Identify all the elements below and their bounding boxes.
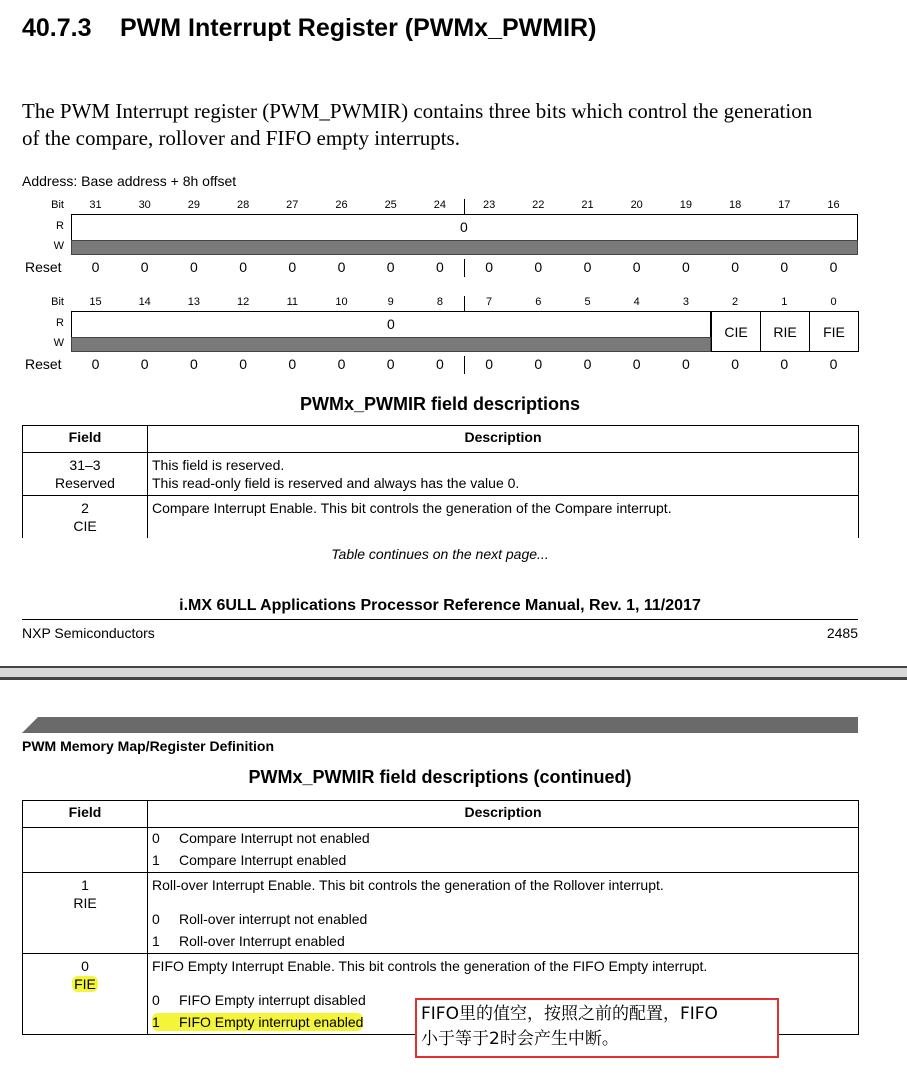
bit-number: 19 xyxy=(679,199,693,211)
page-break xyxy=(0,666,907,680)
reset-value: 0 xyxy=(583,356,592,372)
annotation-note xyxy=(415,998,779,1058)
field-cell xyxy=(23,828,148,873)
reset-value: 0 xyxy=(632,356,641,372)
reset-value: 0 xyxy=(91,259,100,275)
bit-number: 24 xyxy=(433,199,447,211)
description-cell: 0 Compare Interrupt not enabled 1 Compare Interrupt enabled xyxy=(148,828,859,873)
bit-number: 30 xyxy=(138,199,151,211)
reset-value: 0 xyxy=(288,356,297,372)
section-number: 40.7.3 xyxy=(22,14,92,42)
reset-value: 0 xyxy=(829,259,838,275)
register-diagram-lower xyxy=(22,294,862,384)
field-cell: 31–3 Reserved xyxy=(23,453,148,496)
reset-value: 0 xyxy=(435,356,444,372)
reset-value: 0 xyxy=(288,259,297,275)
reset-value: 0 xyxy=(337,356,346,372)
field-header: Field xyxy=(23,426,148,453)
bit-number: 25 xyxy=(384,199,397,211)
field-cell: 2 CIE xyxy=(23,496,148,539)
reset-value: 0 xyxy=(829,356,838,372)
address-line: Address: Base address + 8h offset xyxy=(22,173,237,189)
bit-number: 7 xyxy=(486,296,493,308)
footer-divider xyxy=(22,619,858,620)
vendor-name: NXP Semiconductors xyxy=(22,625,155,641)
description-cell: FIFO Empty Interrupt Enable. This bit controls the generation of the FIFO Empty interrupt. 0 FIFO Empty interrupt disabled 1 FIFO Empty interrupt enabled xyxy=(148,954,859,1035)
table-row xyxy=(23,828,859,873)
description-header: Description xyxy=(148,801,859,828)
highlight-fie-enabled: 1 FIFO Empty interrupt enabled xyxy=(152,1014,364,1030)
description-header: Description xyxy=(148,426,859,453)
bit-number: 3 xyxy=(682,296,689,308)
field-box-cie: CIE xyxy=(711,311,761,352)
bit-number: 28 xyxy=(236,199,250,211)
bit-number: 1 xyxy=(781,296,788,308)
bit-number: 29 xyxy=(187,199,201,211)
table-row xyxy=(23,496,859,539)
description-cell: Roll-over Interrupt Enable. This bit controls the generation of the Rollover interrupt. 0 Roll-over interrupt not enabled 1 Roll-over Interrupt enabled xyxy=(148,873,859,954)
reset-value: 0 xyxy=(780,356,789,372)
bit-number: 14 xyxy=(138,296,151,308)
read-value: 0 xyxy=(460,219,468,235)
section-header: PWM Memory Map/Register Definition xyxy=(22,738,275,754)
bit-number: 17 xyxy=(778,199,791,211)
highlight-fie: FIE xyxy=(74,976,96,992)
field-descriptions-table xyxy=(22,425,859,538)
write-field-reserved xyxy=(71,337,711,352)
reset-value: 0 xyxy=(337,259,346,275)
write-label: W xyxy=(53,240,64,252)
bit-number: 26 xyxy=(335,199,348,211)
reset-value: 0 xyxy=(731,356,739,372)
reset-value: 0 xyxy=(239,356,247,372)
read-field-reserved xyxy=(71,214,858,240)
description-cell: This field is reserved. This read-only field is reserved and always has the value 0. xyxy=(148,453,859,496)
bit-label: Bit xyxy=(51,296,64,308)
write-field-reserved xyxy=(71,240,858,255)
table-caption: PWMx_PWMIR field descriptions xyxy=(299,394,581,414)
reset-value: 0 xyxy=(681,259,690,275)
reset-value: 0 xyxy=(485,356,493,372)
reset-label: Reset xyxy=(25,259,62,275)
page-number: 2485 xyxy=(826,625,858,641)
bit-number: 10 xyxy=(335,296,348,308)
bit-label: Bit xyxy=(51,199,64,211)
bit-number: 0 xyxy=(830,296,837,308)
table-caption-continued: PWMx_PWMIR field descriptions (continued) xyxy=(248,767,632,787)
reset-value: 0 xyxy=(632,259,641,275)
reset-value: 0 xyxy=(386,356,395,372)
read-label: R xyxy=(56,317,64,329)
bit-number: 20 xyxy=(630,199,643,211)
header-bar xyxy=(22,717,858,733)
reset-value: 0 xyxy=(731,259,739,275)
reset-value: 0 xyxy=(780,259,789,275)
reset-value: 0 xyxy=(239,259,247,275)
section-heading xyxy=(22,14,596,43)
reset-value: 0 xyxy=(386,259,395,275)
bit-number: 13 xyxy=(187,296,201,308)
reset-value: 0 xyxy=(534,356,543,372)
table-row xyxy=(23,873,859,954)
description-cell: Compare Interrupt Enable. This bit controls the generation of the Compare interrupt. xyxy=(148,496,859,539)
manual-title: i.MX 6ULL Applications Processor Reference Manual, Rev. 1, 11/2017 xyxy=(179,597,701,614)
reset-value: 0 xyxy=(435,259,444,275)
bit-number: 8 xyxy=(436,296,443,308)
bit-number: 12 xyxy=(236,296,250,308)
reset-value: 0 xyxy=(681,356,690,372)
read-label: R xyxy=(56,220,64,232)
field-box-fie: FIE xyxy=(809,311,859,352)
intro-paragraph: The PWM Interrupt register (PWM_PWMIR) contains three bits which control the generation of the compare, rollover and FIFO empty interrupts. xyxy=(22,99,813,150)
table-row xyxy=(23,453,859,496)
reset-value: 0 xyxy=(485,259,493,275)
reset-value: 0 xyxy=(583,259,592,275)
field-cell: 1 RIE xyxy=(23,873,148,954)
bit-number: 27 xyxy=(286,199,299,211)
reset-value: 0 xyxy=(140,356,149,372)
bit-number: 18 xyxy=(728,199,742,211)
register-diagram-upper xyxy=(22,197,862,287)
bit-number: 6 xyxy=(535,296,542,308)
reset-value: 0 xyxy=(189,356,198,372)
field-box-rie: RIE xyxy=(760,311,810,352)
reset-value: 0 xyxy=(91,356,100,372)
bit-number: 23 xyxy=(482,199,496,211)
bit-number: 2 xyxy=(732,296,739,308)
reset-label: Reset xyxy=(25,356,62,372)
bit-number: 4 xyxy=(633,296,640,308)
bit-number: 5 xyxy=(584,296,591,308)
bit-number: 16 xyxy=(827,199,840,211)
section-title: PWM Interrupt Register (PWMx_PWMIR) xyxy=(120,14,597,42)
bit-number: 22 xyxy=(532,199,545,211)
continues-note: Table continues on the next page... xyxy=(331,546,549,562)
bit-number: 9 xyxy=(387,296,394,308)
field-header: Field xyxy=(23,801,148,828)
read-field-reserved xyxy=(71,311,711,337)
annotation-line: 小于等于2时会产生中断。 xyxy=(421,1029,619,1049)
reset-value: 0 xyxy=(534,259,543,275)
bit-number: 21 xyxy=(581,199,594,211)
bit-number: 15 xyxy=(89,296,102,308)
field-cell: 0 FIE xyxy=(23,954,148,1035)
write-label: W xyxy=(53,337,64,349)
read-value: 0 xyxy=(387,316,395,332)
bit-number: 11 xyxy=(286,296,298,308)
reset-value: 0 xyxy=(189,259,198,275)
annotation-line: FIFO里的值空，按照之前的配置，FIFO xyxy=(421,1004,718,1024)
bit-number: 31 xyxy=(89,199,102,211)
reset-value: 0 xyxy=(140,259,149,275)
